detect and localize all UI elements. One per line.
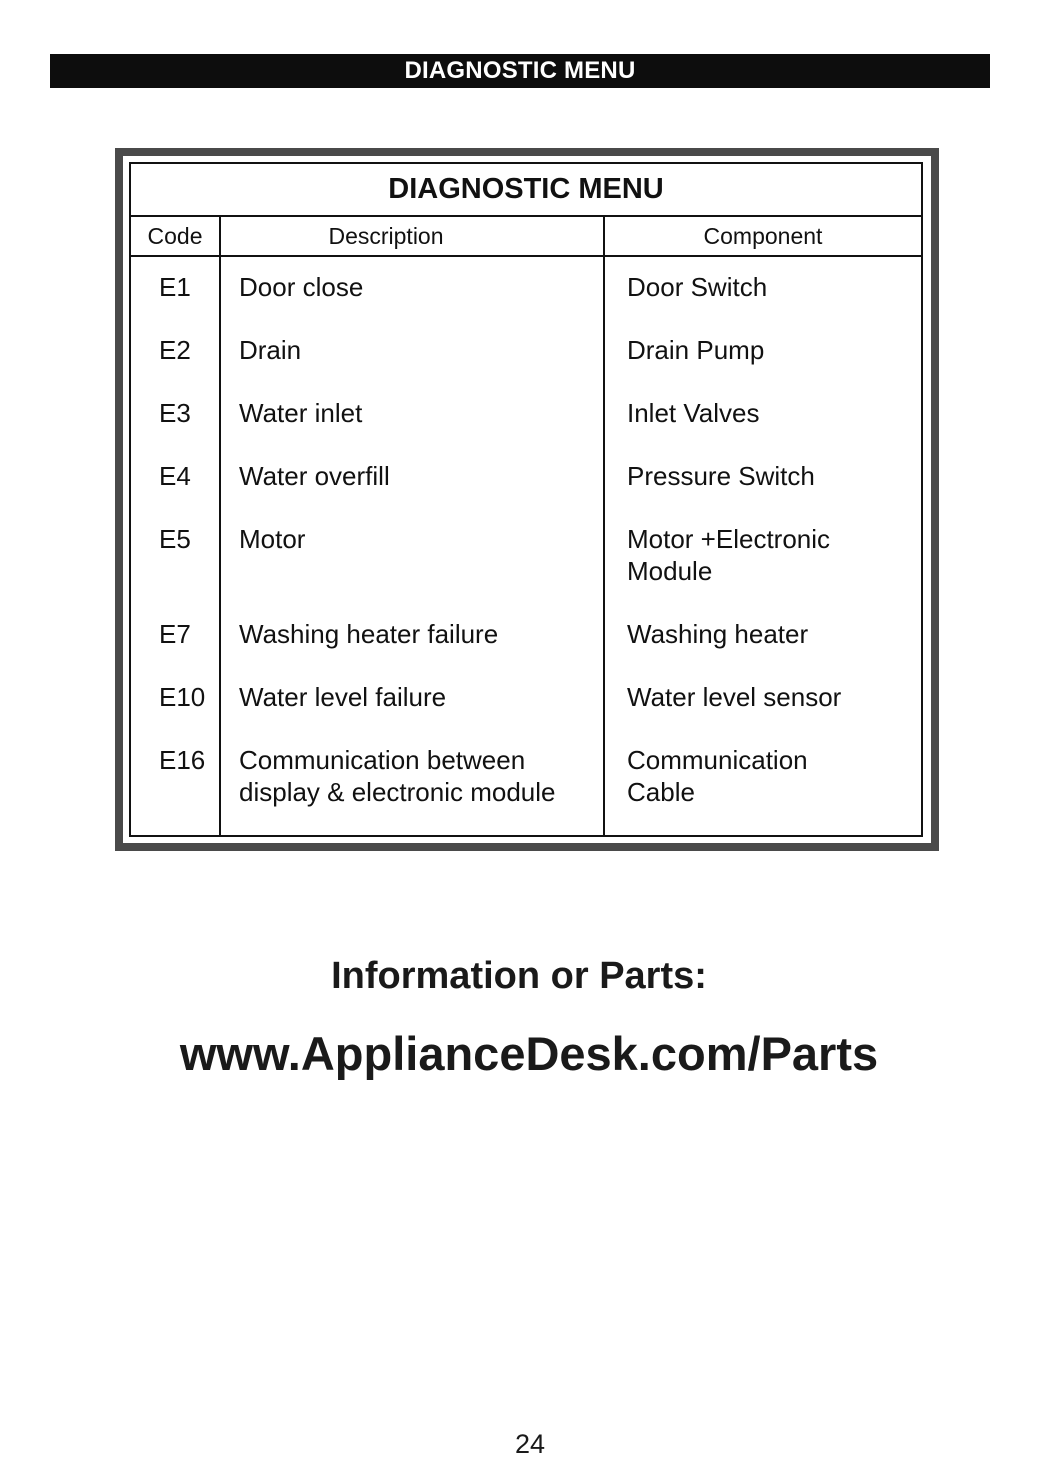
- code-cell: E10: [159, 682, 206, 712]
- component-cell: Washing heater: [627, 619, 809, 649]
- diagnostic-table: [129, 162, 923, 837]
- component-cell: Inlet Valves: [627, 398, 760, 428]
- description-cell: Water level failure: [239, 682, 447, 712]
- column-divider-description: [603, 217, 605, 835]
- page-header-bar: [50, 54, 990, 88]
- header-divider: [131, 255, 921, 257]
- diagnostic-table-frame: [115, 148, 939, 851]
- code-cell: E3: [159, 398, 191, 428]
- component-cell: Communication Cable: [627, 745, 808, 807]
- description-cell: Water overfill: [239, 461, 390, 491]
- description-cell: Water inlet: [239, 398, 363, 428]
- component-cell: Door Switch: [627, 272, 768, 302]
- description-cell: Communication between display & electronic module: [239, 745, 556, 807]
- description-cell: Drain: [239, 335, 302, 365]
- column-header-description: Description: [328, 223, 444, 249]
- component-cell: Motor +Electronic Module: [627, 524, 831, 586]
- code-cell: E16: [159, 745, 206, 775]
- column-divider-code: [219, 217, 221, 835]
- parts-website-url: www.ApplianceDesk.com/Parts: [179, 1027, 879, 1080]
- diagnostic-table-frame-inner: [123, 156, 931, 843]
- page-header-title: DIAGNOSTIC MENU: [404, 57, 636, 84]
- code-cell: E1: [159, 272, 191, 302]
- component-cell: Water level sensor: [627, 682, 842, 712]
- code-cell: E7: [159, 619, 191, 649]
- component-cell: Drain Pump: [627, 335, 765, 365]
- component-cell: Pressure Switch: [627, 461, 815, 491]
- code-cell: E4: [159, 461, 191, 491]
- code-cell: E5: [159, 524, 191, 554]
- description-cell: Motor: [239, 524, 306, 554]
- description-cell: Washing heater failure: [239, 619, 499, 649]
- description-cell: Door close: [239, 272, 364, 302]
- table-title: DIAGNOSTIC MENU: [131, 164, 921, 217]
- code-cell: E2: [159, 335, 191, 365]
- info-title: Information or Parts:: [331, 955, 707, 997]
- page-number: 24: [514, 1429, 546, 1459]
- column-header-code: Code: [147, 223, 203, 249]
- column-header-component: Component: [703, 223, 823, 249]
